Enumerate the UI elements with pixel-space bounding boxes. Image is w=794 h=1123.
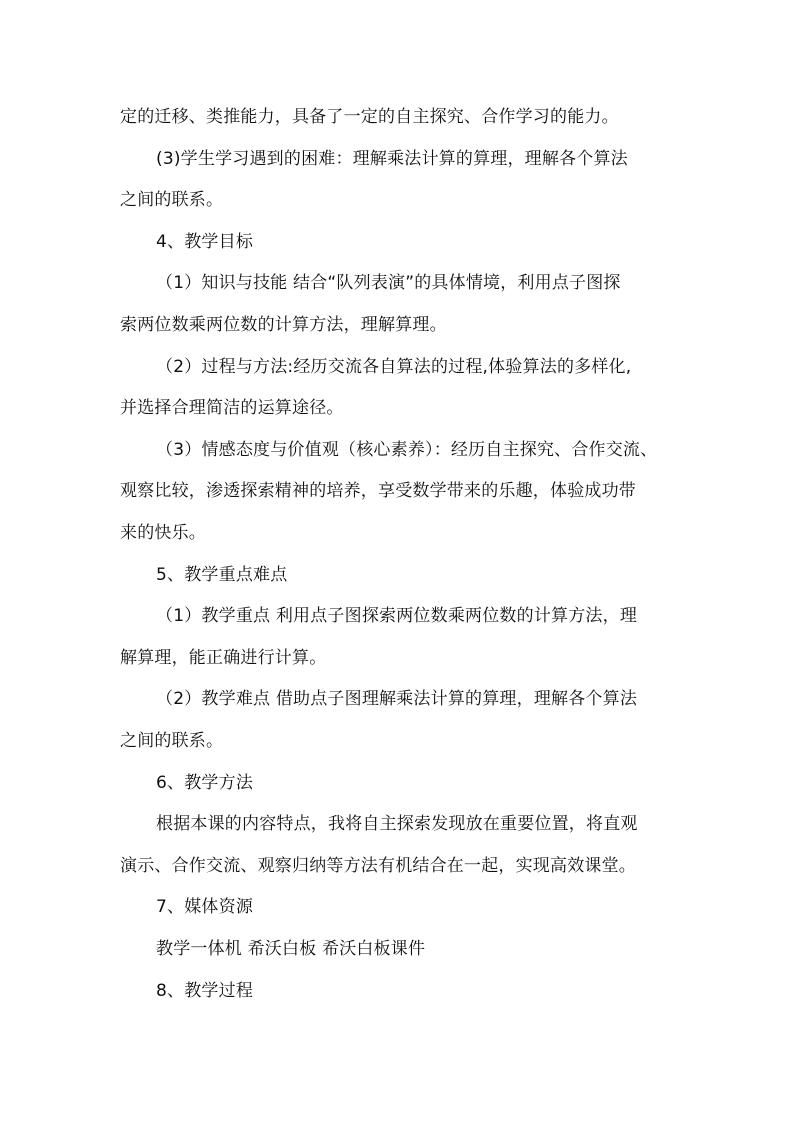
text-line: 之间的联系。 [120, 731, 224, 751]
text-line: （2）过程与方法:经历交流各自算法的过程,体验算法的多样化, [156, 357, 632, 377]
section-heading: 8、教学过程 [156, 981, 254, 1001]
section-heading: 6、教学方法 [156, 773, 254, 793]
section-heading: 4、教学目标 [156, 232, 254, 252]
text-line: 来的快乐。 [120, 523, 206, 543]
text-line: 根据本课的内容特点，我将自主探索发现放在重要位置，将直观 [156, 814, 638, 834]
text-line: （1）教学重点 利用点子图探索两位数乘两位数的计算方法，理 [156, 606, 638, 626]
text-line: 解算理，能正确进行计算。 [120, 648, 327, 668]
text-line: 定的迁移、类推能力，具备了一定的自主探究、合作学习的能力。 [120, 107, 619, 127]
text-line: （2）教学难点 借助点子图理解乘法计算的算理，理解各个算法 [156, 689, 638, 709]
text-line: （1）知识与技能 结合“队列表演”的具体情境，利用点子图探 [156, 273, 621, 293]
text-line: 教学一体机 希沃白板 希沃白板课件 [156, 939, 426, 959]
text-line: 之间的联系。 [120, 190, 224, 210]
text-line: 观察比较，渗透探索精神的培养，享受数学带来的乐趣，体验成功带 [120, 481, 636, 501]
text-line: (3)学生学习遇到的困难：理解乘法计算的算理，理解各个算法 [156, 149, 628, 169]
text-line: （3）情感态度与价值观（核心素养）：经历自主探究、合作交流、 [156, 440, 658, 460]
text-line: 索两位数乘两位数的计算方法，理解算理。 [120, 315, 447, 335]
section-heading: 7、媒体资源 [156, 897, 254, 917]
text-line: 演示、合作交流、观察归纳等方法有机结合在一起，实现高效课堂。 [120, 856, 636, 876]
text-line: 并选择合理简洁的运算途径。 [120, 398, 344, 418]
section-heading: 5、教学重点难点 [156, 565, 288, 585]
